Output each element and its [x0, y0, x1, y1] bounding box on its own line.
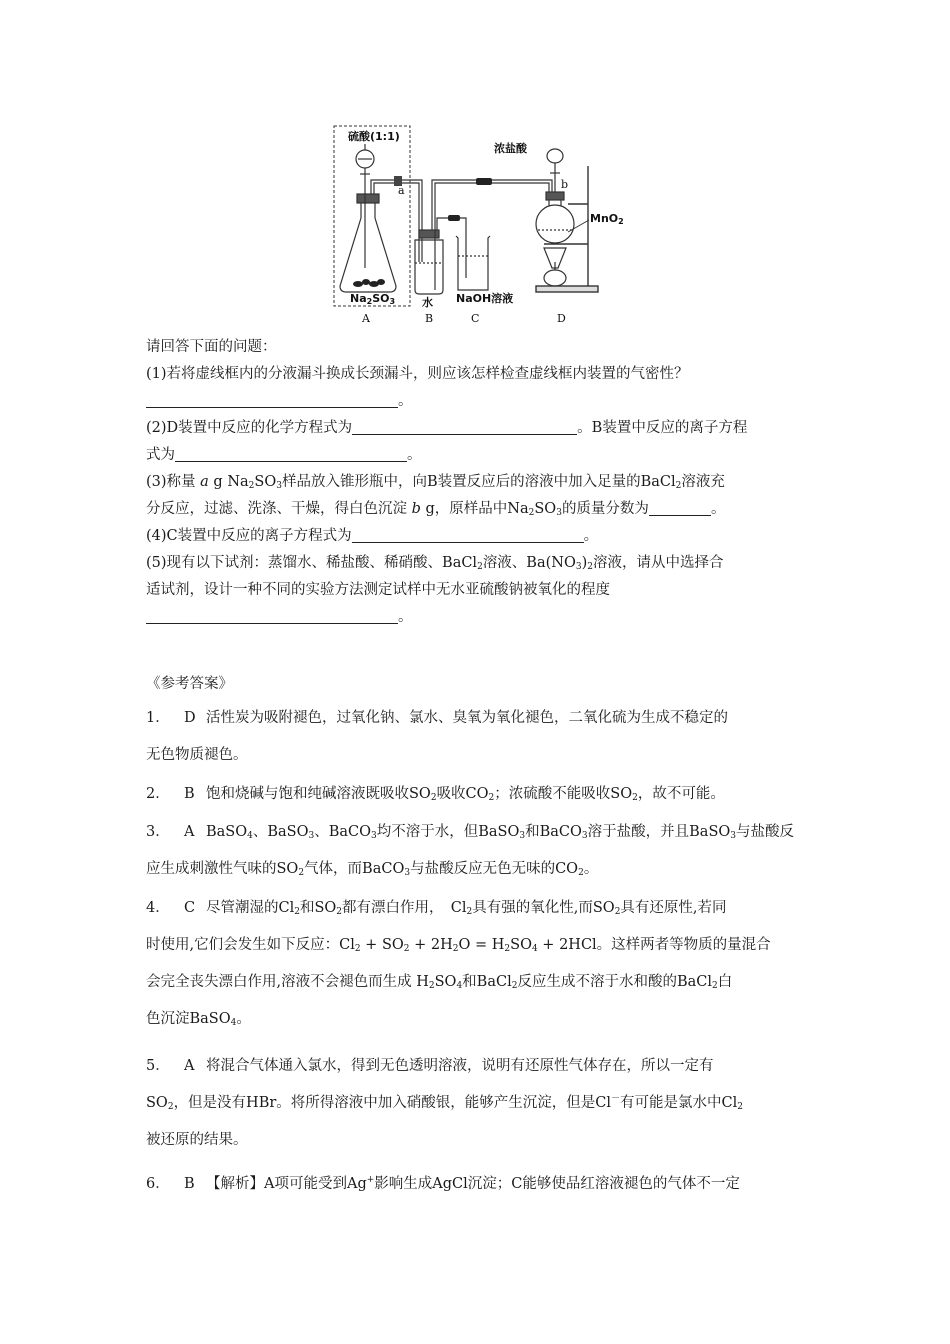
round-flask-d-icon — [536, 192, 574, 243]
label-d: D — [557, 312, 566, 325]
conical-flask-a-icon — [340, 194, 396, 292]
answer-4: 4． C 尽管潮湿的$Cl_2$和$SO_2$都有漂白作用， $Cl_2$具有强的氧化性,而$SO_2$具有还原性,若同 时使用,它们会发生如下反应：$Cl_2 + SO_2 + 2H_2O = H_2SO_4 + 2HCl$。这样两者等物质的量混合 会完全丧失漂白作用,溶液不会褪色而生成 $H_2SO_4$和BaCl$_2$反应生成不溶于水和酸的BaCl$_2$白 色沉淀BaSO$_4$。 — [146, 900, 771, 1028]
question-4: (4)C装置中反应的离子方程式为 。 — [146, 523, 816, 550]
answer-blank[interactable] — [352, 524, 584, 543]
question-block — [146, 334, 816, 631]
alcohol-lamp-icon — [544, 248, 566, 286]
answer-blank[interactable] — [649, 497, 711, 516]
label-conc-hcl: 浓盐酸 — [494, 142, 527, 155]
label-water: 水 — [422, 296, 433, 309]
label-valve-b: b — [561, 178, 569, 191]
answer-2: 2． B 饱和烧碱与饱和纯碱溶液既吸收$SO_2$吸收$CO_2$；浓硫酸不能吸收$SO_2$，故不可能。 — [146, 786, 725, 803]
question-3: (3)称量 a g $Na_2SO_3$样品放入锥形瓶中，向B装置反应后的溶液中加入足量的BaCl$_2$溶液充 — [146, 474, 725, 491]
beaker-c-icon — [456, 236, 490, 290]
tube-connector-icon — [476, 178, 492, 185]
label-sulfuric-acid: 硫酸(1:1) — [348, 130, 400, 143]
question-1-answer-line: 。 — [146, 388, 816, 415]
answer-blank[interactable] — [352, 416, 577, 435]
na2so3-solid-icon — [353, 279, 385, 287]
pointer-line — [568, 220, 589, 232]
answers-title: 《参考答案》 — [146, 676, 233, 692]
label-a: A — [362, 312, 370, 325]
label-mno2: MnO2 — [590, 212, 624, 226]
question-1: (1)若将虚线框内的分液漏斗换成长颈漏斗，则应该怎样检查虚线框内装置的气密性？ — [146, 366, 689, 382]
label-valve-a: a — [398, 184, 405, 197]
label-na2so3: Na2SO3 — [350, 292, 396, 306]
question-2-cont: 式为 。 — [146, 442, 816, 469]
question-5: (5)现有以下试剂：蒸馏水、稀盐酸、稀硝酸、BaCl$_2$溶液、$Ba(NO_3)_2$溶液，请从中选择合 — [146, 555, 724, 572]
question-5-cont: 适试剂，设计一种不同的实验方法测定试样中无水亚硫酸钠被氧化的程度 — [146, 582, 610, 598]
apparatus-diagram — [318, 118, 624, 326]
label-c: C — [471, 312, 480, 325]
tube-a-b — [371, 180, 422, 262]
question-5-answer-line: 。 — [146, 604, 816, 631]
answer-6: 6． B 【解析】A项可能受到Ag+影响生成AgCl沉淀；C能够使品红溶液褪色的气体不一定 — [146, 1175, 740, 1192]
answer-3: 3． A BaSO$_4$、BaSO$_3$、BaCO$_3$均不溶于水，但BaSO$_3$和BaCO$_3$溶于盐酸，并且BaSO$_3$与盐酸反 应生成刺激性气味的$SO_2$气体，而BaCO$_3$与盐酸反应无色无味的$CO_2$。 — [146, 824, 794, 878]
question-3-cont: 分反应，过滤、洗涤、干燥，得白色沉淀 b g，原样品中$Na_2SO_3$的质量分数为 。 — [146, 496, 816, 523]
tube-connector-2-icon — [448, 215, 460, 221]
answer-1: 1． D 活性炭为吸附褪色，过氧化钠、氯水、臭氧为氧化褪色，二氧化硫为生成不稳定的 无色物质褪色。 — [146, 710, 728, 763]
question-2: (2)D装置中反应的化学方程式为 。B装置中反应的离子方程 — [146, 415, 816, 442]
question-intro: 请回答下面的问题： — [146, 339, 277, 355]
answer-blank[interactable] — [146, 389, 398, 408]
answer-blank[interactable] — [175, 443, 407, 462]
label-b: B — [425, 312, 434, 325]
answer-blank[interactable] — [146, 605, 398, 624]
tube-d-b — [432, 180, 552, 230]
answer-5: 5． A 将混合气体通入氯水，得到无色透明溶液，说明有还原性气体存在，所以一定有 $SO_2$，但是没有HBr。将所得溶液中加入硝酸银，能够产生沉淀，但是Cl－有可能是氯水中$Cl_2$ 被还原的结果。 — [146, 1058, 744, 1148]
label-naoh: NaOH溶液 — [456, 292, 514, 305]
